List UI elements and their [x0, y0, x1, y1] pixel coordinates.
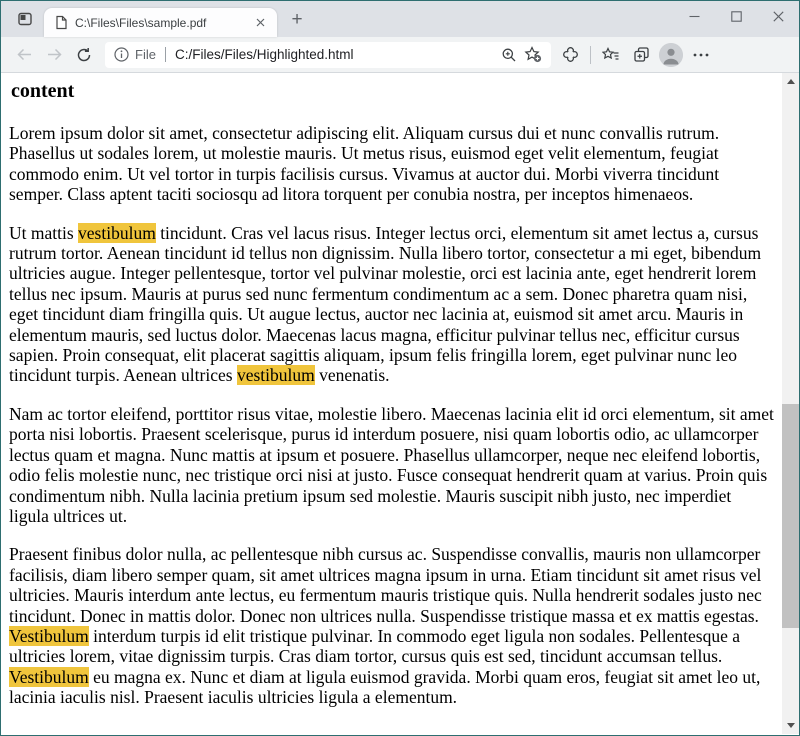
back-arrow-icon: [16, 46, 33, 63]
highlighted-text: vestibulum: [78, 222, 156, 243]
navigation-toolbar: [1, 37, 799, 73]
minimize-button[interactable]: [673, 1, 715, 31]
scroll-up-icon: [787, 79, 795, 84]
forward-button[interactable]: [39, 40, 69, 70]
scroll-down-button[interactable]: [782, 717, 799, 734]
browser-tab[interactable]: [44, 8, 277, 37]
close-window-button[interactable]: [757, 1, 799, 31]
scroll-down-icon: [787, 723, 795, 728]
address-url: C:/Files/Files/Highlighted.html: [174, 47, 354, 62]
scroll-up-button[interactable]: [782, 73, 799, 90]
tab-title: C:\Files\Files\sample.pdf: [75, 15, 207, 30]
page-title: content: [11, 80, 75, 102]
refresh-icon: [76, 47, 92, 63]
favorites-button[interactable]: [596, 40, 626, 70]
tab-bar: [1, 1, 799, 37]
extensions-button[interactable]: [555, 40, 585, 70]
paragraph: Praesent finibus dolor nulla, ac pellentesque nibh cursus ac. Suspendisse convallis, mauris non ullamcorper facilisis, diam libero semper quam, sit amet ultrices magna ipsum in urna. Etiam tincidunt sit amet risus vel ultricies. Mauris interdum ante lectus, eu fermentum mauris tristique quis. Nulla hendrerit sodales justo nec tincidunt. Donec in mattis dolor. Donec non ultrices nulla. Suspendisse tristique massa et ex mattis egestas. Vestibulum interdum turpis id elit tristique pulvinar. In commodo eget ligula non sodales. Pellentesque a ultricies lorem, vitae dignissim turpis. Cras diam tortor, cursus quis est sed, tincidunt accumsan tellus. Vestibulum eu magna ex. Nunc et diam at ligula euismod gravida. Morbi quam eros, feugiat sit amet leo ut, lacinia iaculis nisl. Praesent iaculis ultricies ligula a elementum.: [9, 544, 762, 708]
vertical-scrollbar[interactable]: [782, 73, 799, 734]
tab-actions-button[interactable]: [12, 6, 38, 32]
tab-actions-icon: [17, 11, 33, 27]
back-button[interactable]: [9, 40, 39, 70]
settings-menu-button[interactable]: [686, 40, 716, 70]
document-body: [1, 80, 782, 708]
address-scheme-label: File: [135, 47, 156, 62]
plus-icon: +: [291, 8, 303, 30]
info-icon: [114, 47, 129, 62]
maximize-button[interactable]: [715, 1, 757, 31]
extensions-icon: [562, 46, 579, 63]
toolbar-divider: [590, 46, 591, 64]
highlighted-text: Vestibulum: [9, 666, 89, 687]
paragraph: Ut mattis vestibulum tincidunt. Cras vel lacus risus. Integer lectus orci, elementum sit amet lectus a, cursus rutrum tortor. Aenean tincidunt id tellus non dignissim. Nulla libero tortor, consectetur a mi eget, bibendum ultricies augue. Integer pellentesque, tortor vel pulvinar molestie, orci est lacinia ante, eget hendrerit lorem tellus nec ipsum. Mauris at purus sed nunc fermentum condimentum ac a sem. Donec pharetra quam nisi, eget tincidunt diam fringilla quis. Ut augue lectus, auctor nec lacinia at, euismod sit amet arcu. Mauris in elementum mauris, sed luctus dolor. Maecenas lacus magna, efficitur pulvinar tellus nec, efficitur cursus sapien. Proin consequat, elit placerat sagittis aliquam, ipsum felis fringilla lorem, eget pulvinar nunc leo tincidunt turpis. Aenean ultrices vestibulum venenatis.: [9, 222, 762, 386]
paragraph: Nam ac tortor eleifend, porttitor risus vitae, molestie libero. Maecenas lacinia elit id orci elementum, sit amet porta nisi lobortis. Praesent scelerisque, purus id interdum posuere, nisi quam lobortis odio, ac ullamcorper lectus quam et magna. Nunc mattis at ipsum et posuere. Phasellus ullamcorper, neque nec eleifend lobortis, odio felis molestie nunc, nec tristique orci nisi at justo. Fusce consequat hendrerit quam at varius. Proin quis condimentum nibh. Nulla lacinia pretium ipsum sed molestie. Mauris suscipit nibh justo, nec imperdiet ligula ultrices ut.: [9, 403, 774, 526]
highlighted-text: Vestibulum: [9, 625, 89, 646]
add-favorite-icon[interactable]: [521, 43, 545, 67]
collections-icon: [633, 46, 650, 63]
window-controls: [673, 1, 799, 31]
highlighted-text: vestibulum: [236, 365, 315, 386]
address-bar[interactable]: [105, 42, 551, 68]
collections-button[interactable]: [626, 40, 656, 70]
paragraph: Lorem ipsum dolor sit amet, consectetur adipiscing elit. Aliquam cursus dui et nunc convallis rutrum. Phasellus ut sodales lorem, ut molestie mauris. Ut metus risus, euismod eget velit elementum, feugiat commodo enim. Ut vel tortor in turpis facilisis cursus. Vivamus at auctor dui. Morbi viverra tincidunt semper. Class aptent taciti sociosqu ad litora torquent per conubia nostra, per inceptos himenaeos.: [9, 123, 720, 205]
profile-button[interactable]: [656, 40, 686, 70]
address-divider: [165, 47, 166, 62]
zoom-in-icon[interactable]: [497, 43, 521, 67]
new-tab-button[interactable]: [283, 5, 311, 33]
more-icon: [693, 53, 709, 57]
scrollbar-thumb[interactable]: [782, 404, 799, 628]
page-viewport: [1, 73, 799, 734]
forward-arrow-icon: [46, 46, 63, 63]
refresh-button[interactable]: [69, 40, 99, 70]
tab-close-button[interactable]: [251, 14, 269, 32]
favorites-icon: [602, 47, 620, 63]
profile-avatar: [659, 43, 683, 67]
document-icon: [54, 15, 68, 30]
